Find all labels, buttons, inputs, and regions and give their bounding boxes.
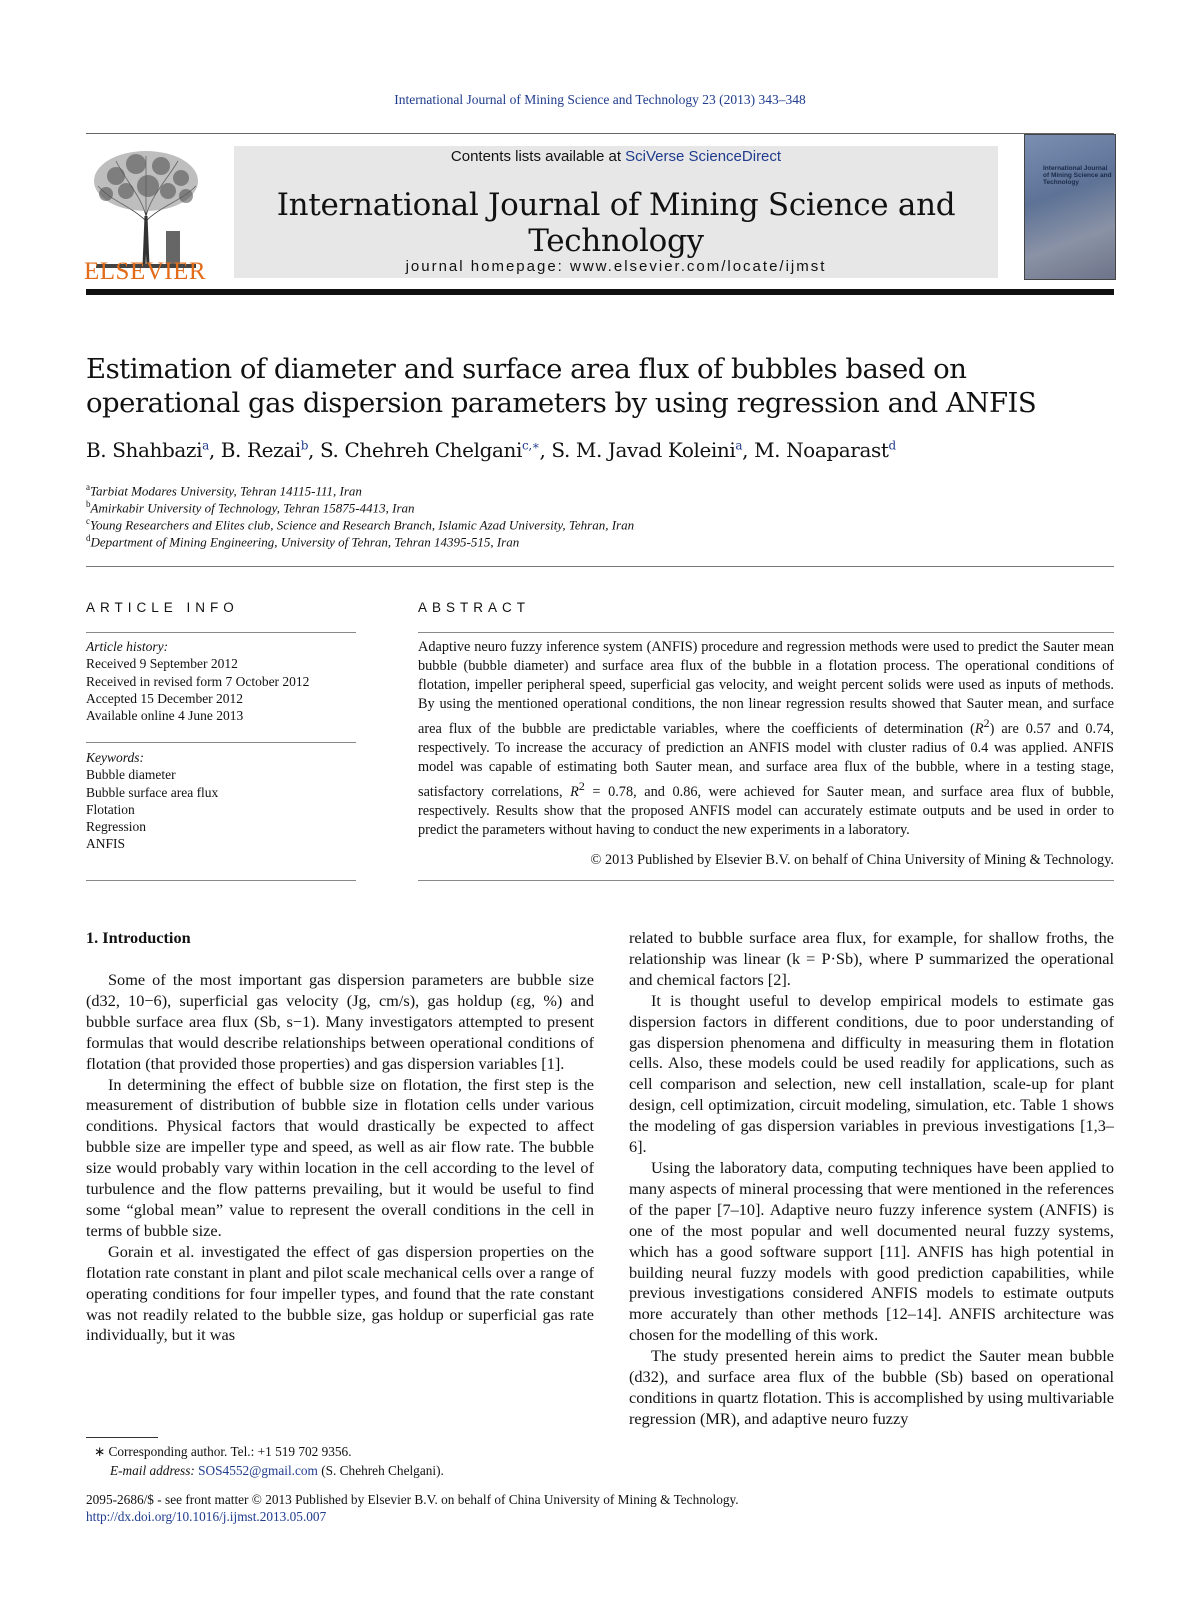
keyword: Regression xyxy=(86,819,146,835)
cover-title: International Journal of Mining Science and Technology xyxy=(1043,165,1112,186)
author-name: B. Shahbazi xyxy=(86,438,203,462)
affiliation-b xyxy=(86,499,415,516)
author-name: B. Rezai xyxy=(220,438,301,462)
homepage-link[interactable]: www.elsevier.com/locate/ijmst xyxy=(570,258,827,275)
email-label: E-mail address: xyxy=(110,1463,199,1478)
journal-citation[interactable]: International Journal of Mining Science and Technology 23 (2013) 343–348 xyxy=(394,92,806,107)
affil-key: c xyxy=(86,516,90,526)
author-affil-link[interactable]: d xyxy=(888,438,896,453)
header-rule xyxy=(86,133,1114,134)
author-affil-link[interactable]: b xyxy=(300,438,309,453)
email-owner: (S. Chehreh Chelgani). xyxy=(317,1463,444,1478)
doi-link[interactable]: http://dx.doi.org/10.1016/j.ijmst.2013.05.007 xyxy=(86,1509,327,1524)
author-name: S. Chehreh Chelgani xyxy=(319,438,522,462)
paragraph: The study presented herein aims to predict the Sauter mean bubble (d32), and surface area flux of the bubble (Sb) based on operational conditions in quartz flotation. This is accomplished by using multivariable regression (MR), and adaptive neuro fuzzy xyxy=(629,1346,1114,1428)
title-line-1: Estimation of diameter and surface area flux of bubbles based on xyxy=(86,353,967,385)
affil-key: a xyxy=(86,482,90,492)
abstract-heading: ABSTRACT xyxy=(418,600,531,615)
author-sep: , xyxy=(742,438,755,462)
journal-cover-thumbnail xyxy=(1024,134,1116,280)
contents-available xyxy=(234,148,998,165)
affil-key: d xyxy=(86,533,91,543)
keyword: Bubble surface area flux xyxy=(86,784,219,800)
affil-key: b xyxy=(86,499,91,509)
info-rule-mid xyxy=(86,742,356,743)
affiliation-rule xyxy=(86,566,1114,567)
author-affil-link[interactable]: a xyxy=(202,438,209,453)
r-symbol: R xyxy=(974,721,984,738)
contents-prefix: Contents lists available at xyxy=(450,148,626,165)
paragraph: Using the laboratory data, computing techniques have been applied to many aspects of mineral processing that were mentioned in the references of the paper [7–10]. Adaptive neuro fuzzy inference system (ANFIS) is one of the most popular and well documented neural fuzzy systems, which has a good software support [11]. ANFIS has high potential in building neural fuzzy models with good prediction capabilities, while previous investigations considered ANFIS models to estimate outputs more accurately than other methods [12–14]. ANFIS architecture was chosen for the modelling of this work. xyxy=(629,1157,1114,1345)
info-rule-bottom xyxy=(86,880,356,881)
header-thick-rule xyxy=(86,289,1114,295)
history-item: Available online 4 June 2013 xyxy=(86,708,244,724)
title-line-2: operational gas dispersion parameters by using regression and ANFIS xyxy=(86,387,1037,419)
author-list xyxy=(86,438,1114,462)
r-symbol: R xyxy=(570,784,579,801)
affil-text: Tarbiat Modares University, Tehran 14115-111, Iran xyxy=(90,483,362,499)
abstract-copyright: © 2013 Published by Elsevier B.V. on behalf of China University of Mining & Technology. xyxy=(590,852,1114,868)
keyword: ANFIS xyxy=(86,836,126,852)
article-info-heading: ARTICLE INFO xyxy=(86,600,239,615)
affil-text: Department of Mining Engineering, University of Tehran, Tehran 14395-515, Iran xyxy=(90,534,520,550)
article-history xyxy=(86,638,356,724)
author-name: S. M. Javad Koleini xyxy=(551,438,736,462)
paragraph: Some of the most important gas dispersion parameters are bubble size (d32, 10−6), superficial gas velocity (Jg, cm/s), gas holdup (εg, %) and bubble surface area flux (Sb, s−1). Many investigators attempted to present formulas that would describe relationships between operational conditions of flotation (that provided those properties) and gas dispersion variables [1]. xyxy=(86,970,594,1073)
paragraph: In determining the effect of bubble size on flotation, the first step is the measurement of distribution of bubble size in flotation cells under various conditions. Physical factors that would drastically be expected to affect bubble size are impeller type and speed, as well as air flow rate. The bubble size would probably vary within location in the cell according to the level of turbulence and the flow patterns prevailing, but it would be useful to find some “global mean” value to represent the overall conditions in the cell in terms of bubble size. xyxy=(86,1074,594,1240)
author-name: M. Noaparast xyxy=(754,438,889,462)
keywords xyxy=(86,749,356,853)
article-title xyxy=(86,352,1114,420)
author-affil-link[interactable]: c,∗ xyxy=(522,438,540,453)
paragraph: Gorain et al. investigated the effect of gas dispersion properties on the flotation rate constant in plant and pilot scale mechanical cells over a range of operating conditions for four impeller types, and found that the rate constant was not readily related to the bubble size, gas holdup or superficial gas rate individually, but it was xyxy=(86,1241,594,1345)
info-rule-top xyxy=(86,632,356,633)
history-item: Received in revised form 7 October 2012 xyxy=(86,673,310,689)
section-heading-introduction: 1. Introduction xyxy=(86,928,191,947)
abstract-rule-bottom xyxy=(418,880,1114,881)
abstract-part: Adaptive neuro fuzzy inference system (ANFIS) procedure and regression methods were used to predict the Sauter mean bubble (bubble diameter) and surface area flux of the bubble in a flotation process. The operational conditions of flotation, impeller peripheral speed, superficial gas velocity, and weight percent solids were used as inputs of methods. By using the mentioned operational conditions, the non linear regression results showed that Sauter mean, and surface area flux of the bubble are predictable variables, where the coefficients of determination ( xyxy=(418,639,1114,738)
journal-homepage xyxy=(234,258,998,275)
corresponding-author-note: ∗ Corresponding author. Tel.: +1 519 702 9356. xyxy=(94,1444,352,1459)
author-sep: , xyxy=(308,438,320,462)
history-item: Received 9 September 2012 xyxy=(86,656,238,672)
email-link[interactable]: SOS4552@gmail.com xyxy=(198,1463,318,1478)
keyword: Flotation xyxy=(86,801,135,817)
abstract-part: = 0.78, and 0.86, were achieved for Sauter mean, and surface area flux of bubble, respectively. Results show that the proposed ANFIS model can accurately estimate outputs and be used in order to predict the parameters without having to conduct the new experiments in a laboratory. xyxy=(418,784,1114,839)
affil-text: Young Researchers and Elites club, Science and Research Branch, Islamic Azad University, Tehran, Iran xyxy=(90,517,635,533)
email-note xyxy=(110,1463,444,1479)
history-item: Accepted 15 December 2012 xyxy=(86,690,244,706)
affiliation-d xyxy=(86,533,519,550)
paragraph: related to bubble surface area flux, for example, for shallow froths, the relationship was linear (k = P·Sb), where P summarized the operational and chemical factors [2]. xyxy=(629,928,1114,989)
keyword: Bubble diameter xyxy=(86,767,176,783)
author-sep: , xyxy=(539,438,552,462)
author-affil-link[interactable]: a xyxy=(735,438,743,453)
author-sep: , xyxy=(208,438,221,462)
affiliation-a xyxy=(86,482,362,499)
abstract-part: ) are 0.57 and 0.74, respectively. To increase the accuracy of prediction an ANFIS model with cluster radius of 0.4 was applied. ANFIS model was capable of estimating both Sauter mean, and surface area flux of the bubble, where in a testing stage, satisfactory correlations, xyxy=(418,721,1114,801)
paragraph: It is thought useful to develop empirical models to estimate gas dispersion factors in different conditions, due to poor understanding of gas dispersion phenomena and difficulty in measuring them in flotation cells. Also, these models could be used readily for applications, such as cell comparison and selection, new cell installation, scale-up for plant design, cell optimization, circuit modeling, simulation, etc. Table 1 shows the modeling of gas dispersion variables in previous investigations [1,3–6]. xyxy=(629,990,1114,1157)
left-column xyxy=(86,970,594,1346)
history-label: Article history: xyxy=(86,639,169,654)
right-column xyxy=(629,928,1114,1430)
affil-text: Amirkabir University of Technology, Tehran 15875-4413, Iran xyxy=(90,500,415,516)
homepage-prefix: journal homepage: xyxy=(405,258,571,275)
journal-name: International Journal of Mining Science and Technology xyxy=(276,187,956,259)
abstract-rule-top xyxy=(418,632,1114,633)
issn-line: 2095-2686/$ - see front matter © 2013 Published by Elsevier B.V. on behalf of China University of Mining & Technology. xyxy=(86,1492,739,1507)
abstract-text: Adaptive neuro fuzzy inference system (ANFIS) procedure and regression methods were used to predict the Sauter mean bubble (bubble diameter) and surface area flux of the bubble in a flotation process. The operational conditions of flotation, impeller peripheral speed, superficial gas velocity, and weight percent solids were used as inputs of methods. By using the mentioned operational conditions, the non linear regression results showed that Sauter mean, and surface area flux of the bubble are predictable variables, where the coefficients of determination $(R^2)$ are 0.57 and 0.74, respectively. To increase the accuracy of prediction an ANFIS model with cluster radius of 0.4 was applied. ANFIS model was capable of estimating both Sauter mean, and surface area flux of the bubble, where in a testing stage, satisfactory correlations, $R^2 = 0.78$, and 0.86, were achieved for Sauter mean, and surface area flux of bubble, respectively. Results show that the proposed ANFIS model can accurately estimate outputs and be used in order to predict the parameters without having to conduct the new experiments in a laboratory. xyxy=(418,639,1114,839)
elsevier-logo-text: ELSEVIER xyxy=(84,258,207,285)
sciencedirect-link[interactable]: SciVerse ScienceDirect xyxy=(625,148,782,165)
keywords-label: Keywords: xyxy=(86,750,144,765)
footnote-rule xyxy=(86,1437,158,1438)
affiliation-c xyxy=(86,516,634,533)
